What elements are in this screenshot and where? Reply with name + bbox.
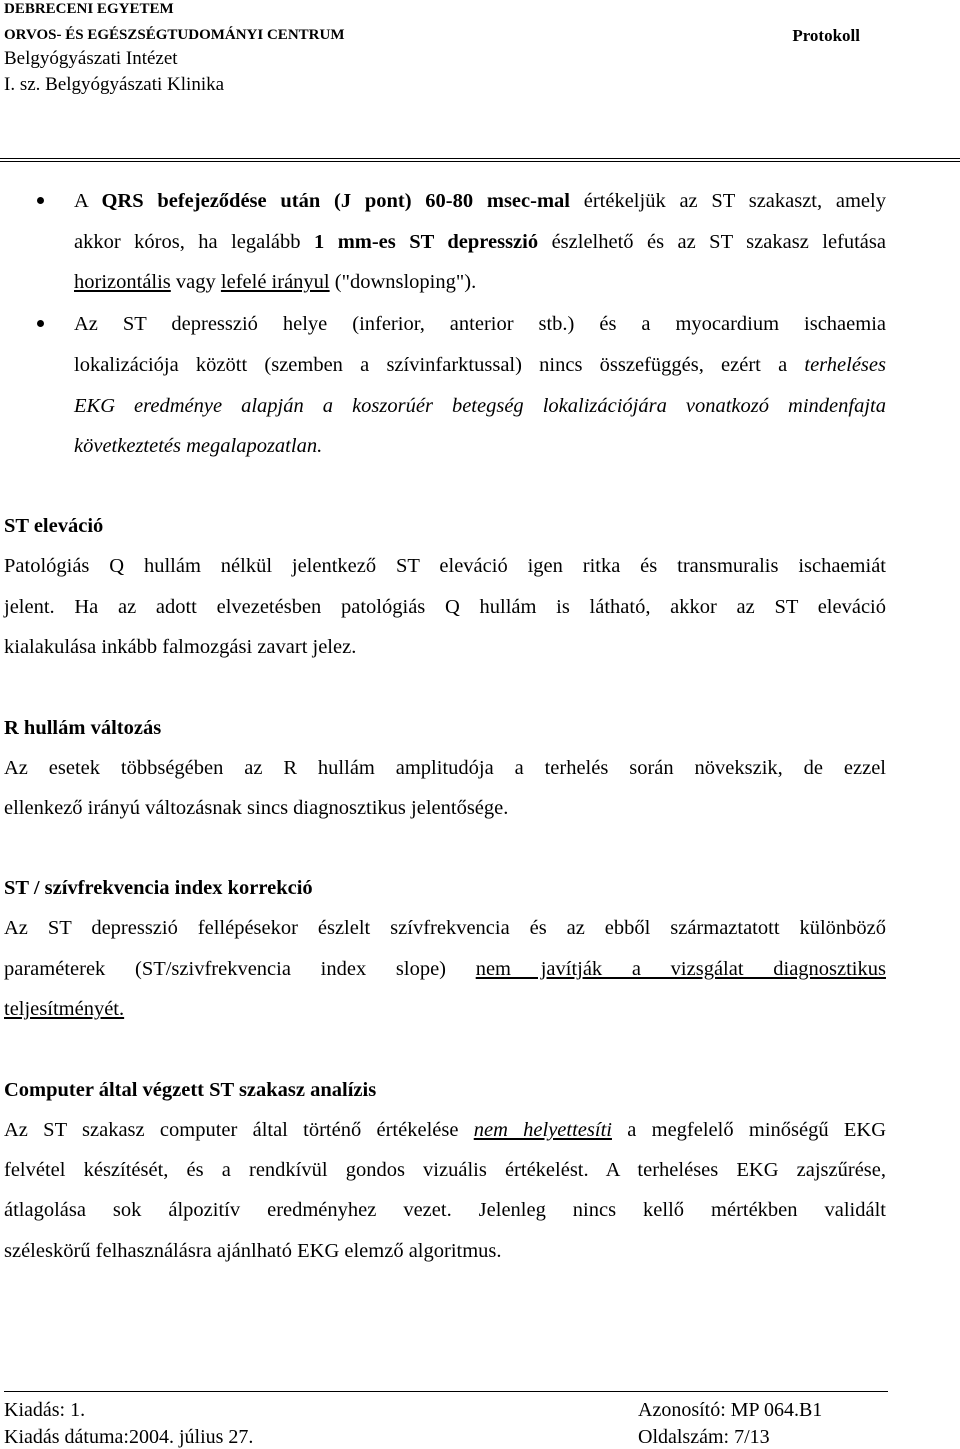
bullet2-line3: EKG eredménye alapján a koszorúér betegség lokalizációjára vonatkozó mindenfajta xyxy=(74,395,886,417)
paragraph-line: jelent. Ha az adott elvezetésben patológiás Q hullám is látható, akkor az ST eleváció xyxy=(4,596,886,618)
header-rule-top xyxy=(0,158,960,159)
paragraph-line: Patológiás Q hullám nélkül jelentkező ST eleváció igen ritka és transmuralis ischaemiát xyxy=(4,555,886,577)
footer-rule xyxy=(4,1391,888,1392)
paragraph-line: paraméterek (ST/szivfrekvencia index slope) nem javítják a vizsgálat diagnosztikus xyxy=(4,958,886,980)
section-heading-st-elevation: ST eleváció xyxy=(4,515,104,537)
institute-name: Belgyógyászati Intézet xyxy=(4,48,178,69)
bullet1-line2: akkor kóros, ha legalább 1 mm-es ST depresszió észlelhető és az ST szakasz lefutása xyxy=(74,231,886,253)
bullet-dot xyxy=(37,320,44,327)
center-name: ORVOS- ÉS EGÉSZSÉGTUDOMÁNYI CENTRUM xyxy=(4,27,345,43)
bullet1-line3: horizontális vagy lefelé irányul ("downsloping"). xyxy=(74,271,477,293)
paragraph-line: Az esetek többségében az R hullám amplitudója a terhelés során növekszik, de ezzel xyxy=(4,757,886,779)
bullet2-line2: lokalizációja között (szemben a szívinfarktussal) nincs összefüggés, ezért a terheléses xyxy=(74,354,886,376)
paragraph-line: felvétel készítését, és a rendkívül gondos vizuális értékelést. A terheléses EKG zajszűrése, xyxy=(4,1159,886,1181)
bullet-dot xyxy=(37,197,44,204)
clinic-name: I. sz. Belgyógyászati Klinika xyxy=(4,74,225,95)
footer-date: Kiadás dátuma:2004. július 27. xyxy=(4,1426,254,1448)
university-name: DEBRECENI EGYETEM xyxy=(4,1,174,17)
section-heading-r-wave: R hullám változás xyxy=(4,717,162,739)
paragraph-line: teljesítményét. xyxy=(4,998,125,1020)
footer-page-number: Oldalszám: 7/13 xyxy=(638,1426,770,1448)
bullet2-line4: következtetés megalapozatlan. xyxy=(74,435,323,457)
paragraph-line: Az ST szakasz computer által történő értékelése nem helyettesíti a megfelelő minőségű EKG xyxy=(4,1119,886,1141)
section-heading-st-hr-index: ST / szívfrekvencia index korrekció xyxy=(4,877,313,899)
footer-edition: Kiadás: 1. xyxy=(4,1399,86,1421)
paragraph-line: átlagolása sok álpozitív eredményhez vezet. Jelenleg nincs kellő mértékben validált xyxy=(4,1199,886,1221)
footer-identifier: Azonosító: MP 064.B1 xyxy=(638,1399,823,1421)
bullet2-line1: Az ST depresszió helye (inferior, anterior stb.) és a myocardium ischaemia xyxy=(74,313,886,335)
paragraph-line: kialakulása inkább falmozgási zavart jelez. xyxy=(4,636,357,658)
paragraph-line: ellenkező irányú változásnak sincs diagnosztikus jelentősége. xyxy=(4,797,509,819)
document-type: Protokoll xyxy=(792,26,860,45)
paragraph-line: széleskörű felhasználásra ajánlható EKG elemző algoritmus. xyxy=(4,1240,502,1262)
paragraph-line: Az ST depresszió fellépésekor észlelt szívfrekvencia és az ebből származtatott különböző xyxy=(4,917,886,939)
header-rule-bottom xyxy=(0,161,960,162)
section-heading-computer-analysis: Computer által végzett ST szakasz analízis xyxy=(4,1079,377,1101)
bullet1-line1: A QRS befejeződése után (J pont) 60-80 msec-mal értékeljük az ST szakaszt, amely xyxy=(74,190,886,212)
